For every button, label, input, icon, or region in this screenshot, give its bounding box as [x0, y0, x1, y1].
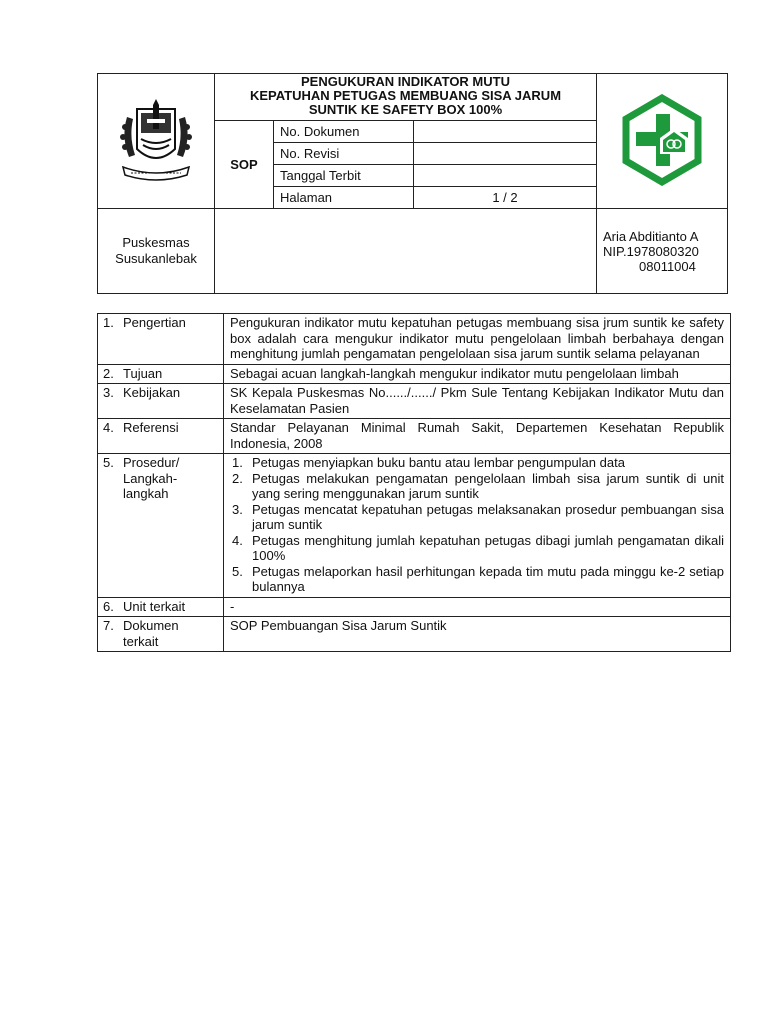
- section-title: Pengertian: [123, 315, 186, 330]
- step-text: Petugas mencatat kepatuhan petugas melaksanakan prosedur pembuangan sisa jarum suntik: [252, 501, 724, 532]
- meta-label-no-dokumen: No. Dokumen: [274, 121, 414, 143]
- meta-label-tanggal-terbit: Tanggal Terbit: [274, 165, 414, 187]
- section-row-dokumen-terkait: [98, 617, 731, 652]
- section-row-unit-terkait: [98, 597, 731, 617]
- step-item: [230, 455, 724, 471]
- step-text: Petugas melaporkan hasil perhitungan kepada tim mutu pada minggu ke-2 setiap bulannya: [252, 563, 724, 594]
- step-number: 2.: [232, 470, 243, 486]
- organization-name: [98, 209, 215, 294]
- section-label: [98, 617, 224, 652]
- meta-value-tanggal-terbit: [414, 165, 597, 187]
- section-content: SOP Pembuangan Sisa Jarum Suntik: [224, 617, 731, 652]
- signatory-block: [597, 209, 728, 294]
- regional-emblem-icon: [117, 97, 195, 183]
- section-title: Unit terkait: [123, 598, 186, 614]
- section-number: 2.: [103, 365, 114, 381]
- section-row-prosedur: [98, 454, 731, 598]
- puskesmas-logo-icon: [616, 94, 708, 186]
- regional-emblem-cell: [98, 74, 215, 209]
- section-row-tujuan: [98, 364, 731, 384]
- step-number: 4.: [232, 532, 243, 548]
- section-content: Pengukuran indikator mutu kepatuhan petugas membuang sisa jrum suntik ke safety box adalah cara mengukur indikator mutu pengelolaan limbah berbahaya dengan menghitung jumlah pengamatan pengelolaan sisa jarum suntik selama pelayanan: [224, 314, 731, 365]
- step-item: [230, 533, 724, 564]
- section-title-line-3: langkah: [123, 486, 169, 501]
- section-number: 1.: [103, 315, 114, 330]
- section-row-kebijakan: [98, 384, 731, 419]
- step-number: 1.: [232, 455, 243, 470]
- step-item: [230, 564, 724, 595]
- section-number: 3.: [103, 385, 114, 400]
- step-item: [230, 502, 724, 533]
- meta-value-no-dokumen: [414, 121, 597, 143]
- title-line-2: KEPATUHAN PETUGAS MEMBUANG SISA JARUM: [249, 88, 562, 103]
- section-title-line-1: Dokumen: [123, 618, 179, 633]
- section-title: Kebijakan: [123, 385, 181, 400]
- section-label: [98, 364, 224, 384]
- section-title: Tujuan: [123, 365, 163, 381]
- step-number: 5.: [232, 563, 243, 579]
- sop-label: SOP: [215, 121, 274, 209]
- section-title: Referensi: [123, 420, 179, 435]
- section-number: 5.: [103, 455, 114, 470]
- org-line-2: Susukanlebak: [115, 251, 197, 266]
- section-title-line-1: Prosedur/: [123, 455, 180, 470]
- puskesmas-logo-cell: [597, 74, 728, 209]
- section-content: Standar Pelayanan Minimal Rumah Sakit, Departemen Kesehatan Republik Indonesia, 2008: [224, 419, 731, 454]
- section-number: 4.: [103, 420, 114, 435]
- section-title-line-2: terkait: [123, 633, 159, 649]
- title-line-1: PENGUKURAN INDIKATOR MUTU: [301, 74, 510, 89]
- section-label: [98, 314, 224, 365]
- section-label: [98, 419, 224, 454]
- meta-label-halaman: Halaman: [274, 187, 414, 209]
- step-text: Petugas menghitung jumlah kepatuhan petugas dibagi jumlah pengamatan dikali 100%: [252, 532, 724, 563]
- sop-content-table: [97, 313, 731, 652]
- signatory-nip-2: 08011004: [639, 259, 696, 274]
- section-content: SK Kepala Puskesmas No....../....../ Pkm Sule Tentang Kebijakan Indikator Mutu dan Keselamatan Pasien: [224, 384, 731, 419]
- section-content: -: [224, 597, 731, 617]
- section-row-referensi: [98, 419, 731, 454]
- section-title-line-2: Langkah-: [123, 470, 178, 486]
- signatory-name: Aria Abditianto A: [603, 229, 699, 244]
- meta-value-halaman: 1 / 2: [414, 187, 597, 209]
- meta-value-no-revisi: [414, 143, 597, 165]
- meta-label-no-revisi: No. Revisi: [274, 143, 414, 165]
- step-text: Petugas menyiapkan buku bantu atau lembar pengumpulan data: [252, 455, 625, 470]
- sop-header-table: [97, 73, 728, 294]
- signature-area: [215, 209, 597, 294]
- section-content: Sebagai acuan langkah-langkah mengukur indikator mutu pengelolaan limbah: [224, 364, 731, 384]
- title-line-3: SUNTIK KE SAFETY BOX 100%: [308, 102, 503, 117]
- document-title: [215, 74, 597, 121]
- section-label: [98, 384, 224, 419]
- signatory-nip-1: NIP.1978080320: [603, 244, 699, 259]
- step-text: Petugas melakukan pengamatan pengelolaan limbah sisa jarum suntik di unit yang sering menggunakan jarum suntik: [252, 470, 724, 501]
- step-item: [230, 471, 724, 502]
- steps-list: [230, 455, 724, 595]
- section-label: [98, 454, 224, 598]
- org-line-1: Puskesmas: [122, 235, 190, 250]
- section-row-pengertian: [98, 314, 731, 365]
- section-number: 7.: [103, 618, 114, 633]
- step-number: 3.: [232, 501, 243, 517]
- procedure-steps: [224, 454, 731, 598]
- section-number: 6.: [103, 598, 114, 614]
- section-label: [98, 597, 224, 617]
